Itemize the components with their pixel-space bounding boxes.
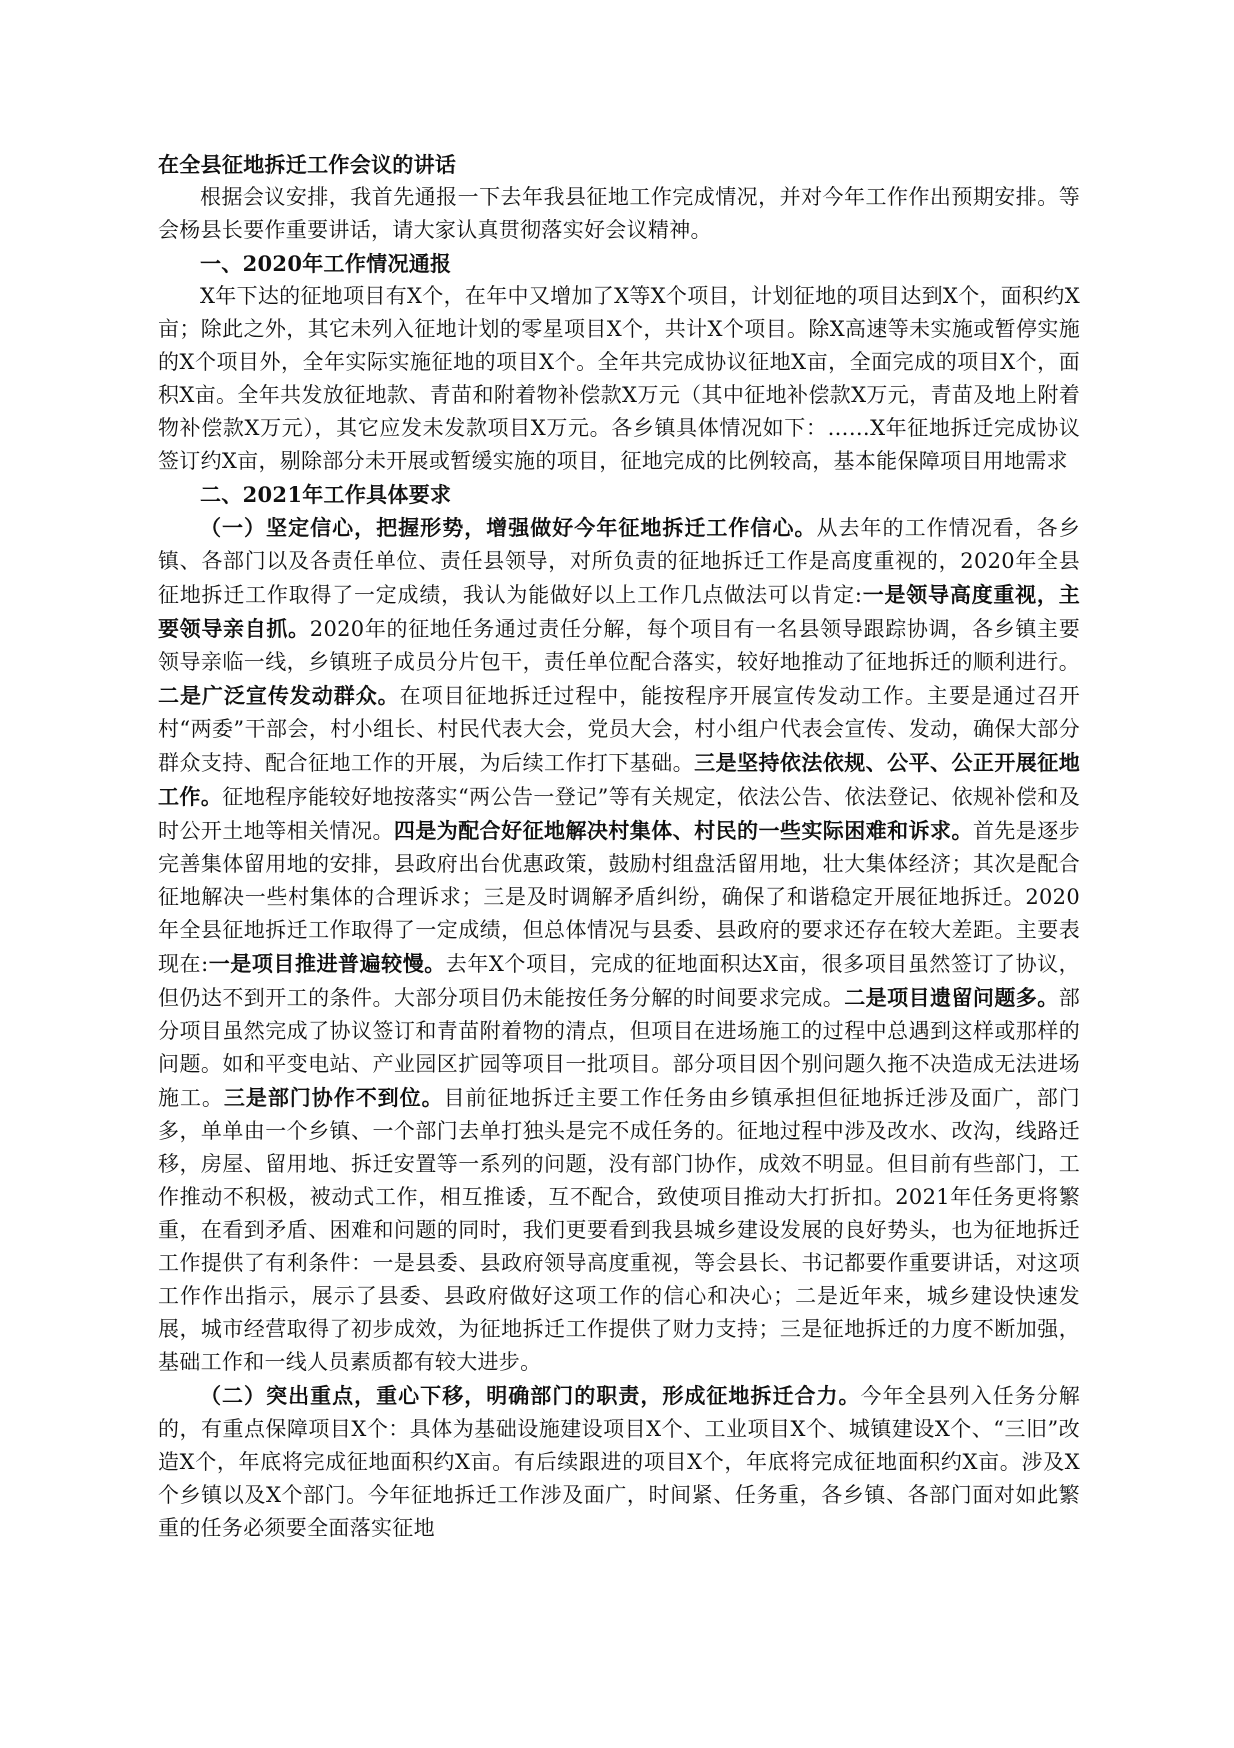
subheading-focus: （二）突出重点，重心下移，明确部门的职责，形成征地拆迁合力。 [200, 1383, 861, 1408]
bold-point: 一是领导高度重视，主要领导亲自抓。 [158, 582, 1080, 641]
section-2020-body: X年下达的征地项目有X个，在年中又增加了X等X个项目，计划征地的项目达到X个，面积约X亩；除此之外，其它未列入征地计划的零星项目X个，共计X个项目。除X高速等未实施或暂停实施的X个项目外，全年实际实施征地的项目X个。全年共完成协议征地X亩，全面完成的项目X个，面积X亩。全年共发放征地款、青苗和附着物补偿款X万元（其中征地补偿款X万元，青苗及地上附着物补偿款X万元），其它应发未发款项目X万元。各乡镇具体情况如下：……X年征地拆迁完成协议签订约X亩，剔除部分未开展或暂缓实施的项目，征地完成的比例较高，基本能保障项目用地需求 [158, 284, 1080, 473]
paragraph-text: 今年全县列入任务分解的，有重点保障项目X个：具体为基础设施建设项目X个、工业项目X个、城镇建设X个、“三旧”改造X个，年底将完成征地面积约X亩。有后续跟进的项目X个，年底将完成征地面积约X亩。涉及X个乡镇以及X个部门。今年征地拆迁工作涉及面广，时间紧、任务重，各乡镇、各部门面对如此繁重的任务必须要全面落实征地 [158, 1384, 1081, 1540]
paragraph-text: 2020年的征地任务通过责任分解，每个项目有一名县领导跟踪协调，各乡镇主要领导亲临一线，乡镇班子成员分片包干，责任单位配合落实，较好地推动了征地拆迁的顺利进行。 [158, 617, 1080, 674]
bold-point: 四是为配合好征地解决村集体、村民的一些实际困难和诉求。 [393, 818, 973, 843]
paragraph-text: 去年X个项目，完成的征地面积达X亩，很多项目虽然签订了协议，但仍达不到开工的条件。大部分项目仍未能按任务分解的时间要求完成。 [158, 952, 1080, 1010]
bold-point: 三是部门协作不到位。 [223, 1085, 444, 1110]
intro-paragraph: 根据会议安排，我首先通报一下去年我县征地工作完成情况，并对今年工作作出预期安排。等会杨县长要作重要讲话，请大家认真贯彻落实好会议精神。 [158, 185, 1080, 242]
paragraph-confidence [158, 511, 1080, 1379]
paragraph-text: 目前征地拆迁主要工作任务由乡镇承担但征地拆迁涉及面广，部门多，单单由一个乡镇、一个部门去单打独头是完不成任务的。征地过程中涉及改水、改沟，线路迁移，房屋、留用地、拆迁安置等一系列的问题，没有部门协作，成效不明显。但目前有些部门，工作推动不积极，被动式工作，相互推诿，互不配合，致使项目推动大打折扣。2021年任务更将繁重，在看到矛盾、困难和问题的同时，我们更要看到我县城乡建设发展的良好势头，也为征地拆迁工作提供了有利条件：一是县委、县政府领导高度重视，等会县长、书记都要作重要讲话，对这项工作作出指示，展示了县委、县政府做好这项工作的信心和决心；二是近年来，城乡建设快速发展，城市经营取得了初步成效，为征地拆迁工作提供了财力支持；三是征地拆迁的力度不断加强，基础工作和一线人员素质都有较大进步。 [158, 1086, 1080, 1374]
bold-point: 一是项目推进普遍较慢。 [208, 951, 446, 976]
bold-point: 二是项目遗留问题多。 [844, 985, 1059, 1010]
paragraph-text: 从去年的工作情况看，各乡镇、各部门以及各责任单位、责任县领导，对所负责的征地拆迁工作是高度重视的，2020年全县征地拆迁工作取得了一定成绩，我认为能做好以上工作几点做法可以肯定: [158, 516, 1080, 607]
paragraph-text: 征地程序能较好地按落实“两公告一登记”等有关规定，依法公告、依法登记、依规补偿和及时公开土地等相关情况。 [158, 785, 1080, 843]
section-heading-2021-requirements: 二、2021年工作具体要求 [200, 482, 452, 507]
document-page [158, 148, 1080, 1545]
paragraph-text: 部分项目虽然完成了协议签订和青苗附着物的清点，但项目在进场施工的过程中总遇到这样或那样的问题。如和平变电站、产业园区扩园等项目一批项目。部分项目因个别问题久拖不决造成无法进场施工。 [158, 986, 1080, 1110]
paragraph-text: 在项目征地拆迁过程中，能按程序开展宣传发动工作。主要是通过召开村“两委”干部会，村小组长、村民代表大会，党员大会，村小组户代表会宣传、发动，确保大部分群众支持、配合征地工作的开展，为后续工作打下基础。 [158, 684, 1080, 775]
section-heading-2020-report: 一、2020年工作情况通报 [200, 251, 452, 276]
paragraph-focus [158, 1379, 1080, 1545]
bold-point: 三是坚持依法依规、公平、公正开展征地工作。 [158, 750, 1080, 809]
subheading-confidence: （一）坚定信心，把握形势，增强做好今年征地拆迁工作信心。 [200, 515, 817, 540]
document-title: 在全县征地拆迁工作会议的讲话 [158, 152, 457, 177]
paragraph-text: 首先是逐步完善集体留用地的安排，县政府出台优惠政策，鼓励村组盘活留用地，壮大集体经济；其次是配合征地解决一些村集体的合理诉求；三是及时调解矛盾纠纷，确保了和谐稳定开展征地拆迁。2020年全县征地拆迁工作取得了一定成绩，但总体情况与县委、县政府的要求还存在较大差距。主要表现在: [158, 819, 1081, 976]
bold-point: 二是广泛宣传发动群众。 [158, 683, 400, 708]
